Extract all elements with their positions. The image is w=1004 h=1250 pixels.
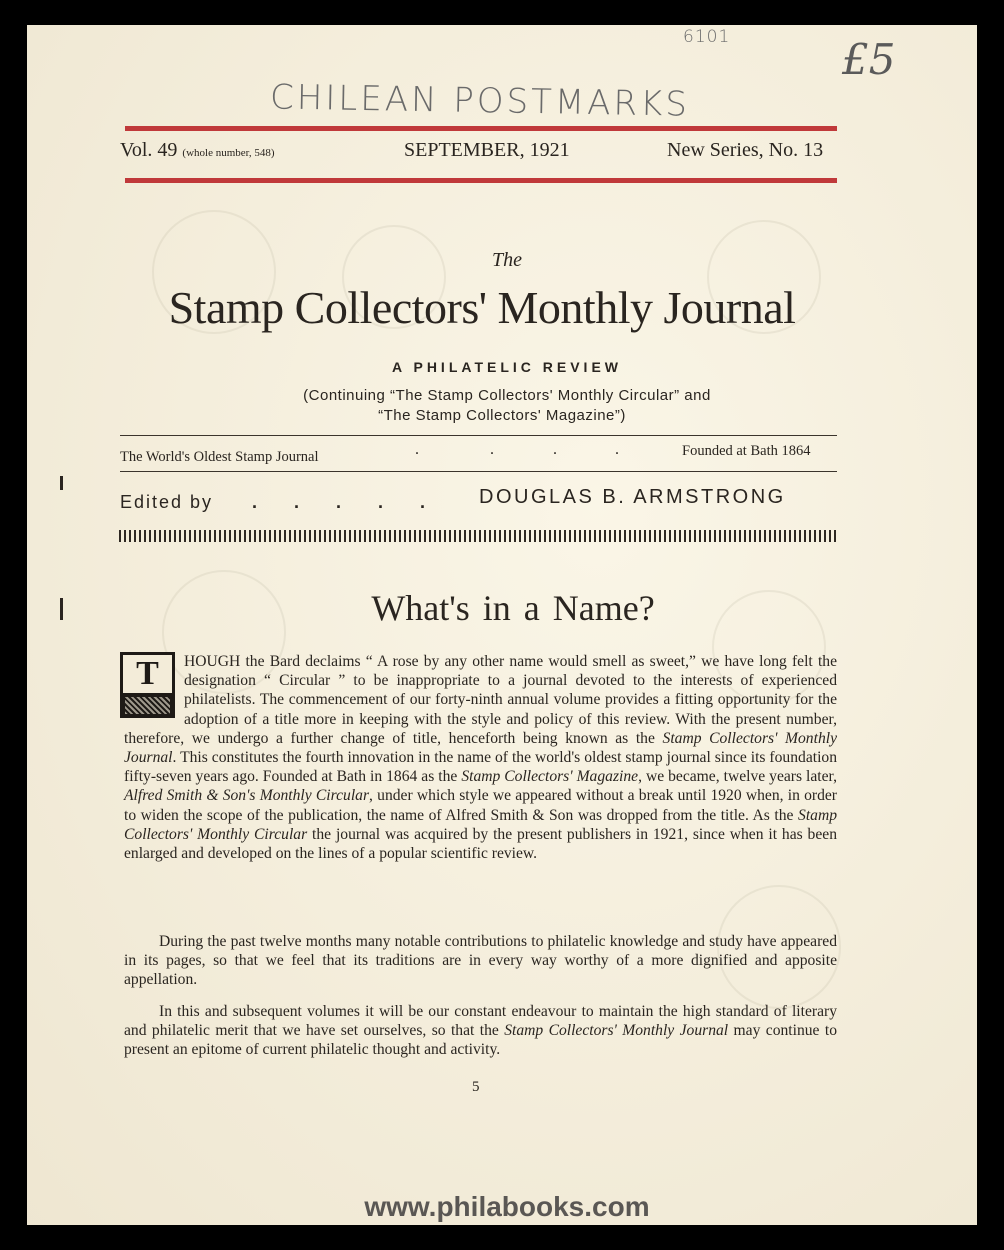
article-paragraph-2: During the past twelve months many notable contributions to philatelic knowledge and study have appeared in its pages, so that we feel that its traditions are in every way worthy of a more dignified and apposite appellation. bbox=[124, 933, 837, 989]
article-paragraph-1: HOUGH the Bard declaims “ A rose by any other name would smell as sweet,” we have long felt the designation “ Circular ” to be inappropriate to a journal devoted to the interests of experienced philatelists. The commencement of our forty-ninth annual volume provides a fitting opportunity for the adoption of a title more in keeping with the style and policy of this review. With the present number, therefore, we undergo a further change of title, henceforth being known as the Stamp Collectors' Monthly Journal. This constitutes the fourth innovation in the name of the world's oldest stamp journal since its foundation fifty-seven years ago. Founded at Bath in 1864 as the Stamp Collectors' Magazine, we became, twelve years later, Alfred Smith & Son's Monthly Circular, under which style we appeared without a break until 1920 when, in order to widen the scope of the publication, the name of Alfred Smith & Son was dropped from the title. As the Stamp Collectors' Monthly Circular the journal was acquired by the present publishers in 1921, since when it has been enlarged and developed on the lines of a popular scientific review. bbox=[124, 653, 838, 863]
strap-rule-top bbox=[120, 435, 837, 436]
strap-rule-bottom bbox=[120, 471, 837, 472]
article-paragraph-3: In this and subsequent volumes it will be our constant endeavour to maintain the high standard of literary and philatelic merit that we have set ourselves, so that the Stamp Collectors' Monthly Journal may continue to present an epitome of current philatelic thought and activity. bbox=[124, 1003, 837, 1059]
red-rule-bottom bbox=[125, 178, 837, 183]
handwritten-topic: CHILEAN POSTMARKS bbox=[269, 77, 691, 125]
journal-title: Stamp Collectors' Monthly Journal bbox=[168, 282, 796, 333]
binding-mark bbox=[60, 476, 63, 490]
strap-right: Founded at Bath 1864 bbox=[682, 443, 811, 459]
ornamental-rule bbox=[119, 530, 837, 542]
red-rule-top bbox=[125, 126, 837, 131]
title-the: The bbox=[492, 249, 522, 271]
continuing-line-2: “The Stamp Collectors' Magazine”) bbox=[378, 407, 626, 424]
issue-date: SEPTEMBER, 1921 bbox=[404, 139, 570, 161]
handwritten-price: £5 bbox=[842, 35, 896, 84]
volume-label: Vol. 49 (whole number, 548) bbox=[120, 139, 275, 161]
binding-mark bbox=[60, 598, 63, 620]
editor-name: DOUGLAS B. ARMSTRONG bbox=[479, 486, 786, 508]
footer-url: www.philabooks.com bbox=[364, 1191, 650, 1222]
journal-subtitle: A PHILATELIC REVIEW bbox=[392, 359, 622, 375]
editor-dots: . . . . . bbox=[252, 492, 442, 512]
strap-left: The World's Oldest Stamp Journal bbox=[120, 449, 319, 465]
continuing-line-1: (Continuing “The Stamp Collectors' Monthly Circular” and bbox=[303, 387, 711, 404]
series-number: New Series, No. 13 bbox=[667, 139, 824, 161]
whole-number: (whole number, 548) bbox=[182, 147, 275, 159]
article-heading: What's in a Name? bbox=[371, 588, 655, 628]
handwritten-number: 6101 bbox=[683, 27, 731, 47]
drop-cap-letter: T bbox=[123, 655, 172, 693]
page-number: 5 bbox=[472, 1079, 480, 1095]
drop-cap-spacer bbox=[124, 652, 184, 726]
edited-by-label: Edited by bbox=[120, 492, 214, 512]
journal-page: 6101 £5 CHILEAN POSTMARKS Vol. 49 (whole number, 548) SEPTEMBER, 1921 New Series, No. 13 The Stamp Collectors' Monthly Journal A PHILATELIC REVIEW (Continuing “The Stamp Collectors' Monthly Circular” and “The Stamp Collectors' Magazine”) The World's Oldest Stamp Journal . . . . Founded at Bath 1864 Edited by . . . . . DOUGLAS B. ARMSTRONG What's in a Name? T HOUGH the Bard declaims “ A rose by any other name would smell as sweet,” we have long felt the designation “ Circular ” to be inappropriate to a journal devoted to the interests of experienced philatelists. The commencement of our forty-ninth annual volume provides a fitting opportunity for the adoption of a title more in keeping with the style and policy of this review. With the present number, therefore, we undergo a further change of title, henceforth being known as the Stamp Collectors' Monthly Journal. This constitutes the fourth innovation in the name of the world's oldest stamp journal since its foundation fifty-seven years ago. Founded at Bath in 1864 as the Stamp Collectors' Magazine, we became, twelve years later, Alfred Smith & Son's Monthly Circular, under which style we appeared without a break until 1920 when, in order to widen the scope of the publication, the name of Alfred Smith & Son was dropped from the title. As the Stamp Collectors' Monthly Circular the journal was acquired by the present publishers in 1921, since when it has been enlarged and developed on the lines of a popular scientific review. During the past twelve months many notable contributions to philatelic knowledge and study have appeared in its pages, so that we feel that its traditions are in every way worthy of a more dignified and apposite appellation. In this and subsequent volumes it will be our constant endeavour to maintain the high standard of literary and philatelic merit that we have set ourselves, so that the Stamp Collectors' Monthly Journal may continue to present an epitome of current philatelic thought and activity. 5 www.philabooks.com bbox=[27, 25, 977, 1225]
